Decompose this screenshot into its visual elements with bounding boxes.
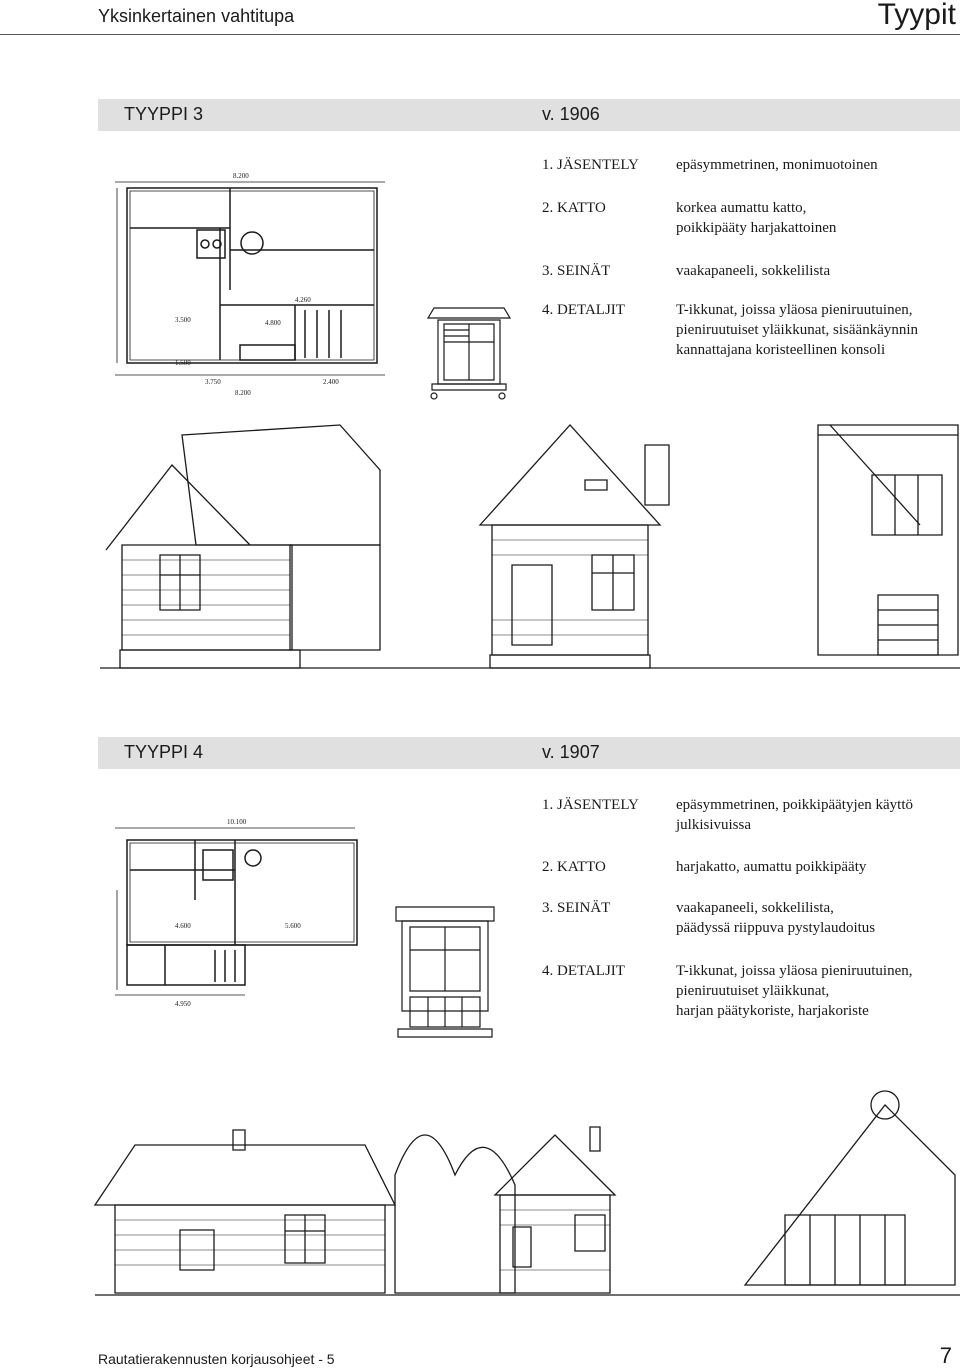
svg-text:8.200: 8.200 [235, 389, 251, 397]
prop-key: 4. DETALJIT [542, 302, 625, 318]
type3-band [98, 99, 960, 131]
prop-key: 4. DETALJIT [542, 963, 625, 979]
type4-floor-plan [105, 810, 375, 1010]
prop-value: epäsymmetrinen, monimuotoinen [676, 157, 878, 173]
svg-text:3.750: 3.750 [205, 378, 221, 386]
prop-key: 1. JÄSENTELY [542, 797, 639, 813]
page-number: 7 [939, 1343, 952, 1368]
prop-key: 2. KATTO [542, 200, 606, 216]
svg-text:5.600: 5.600 [285, 922, 301, 930]
prop-value: vaakapaneeli, sokkelilista [676, 263, 831, 279]
prop-value: T-ikkunat, joissa yläosa pieniruutuinen, pieniruutuiset yläikkunat, sisäänkäynnin kannattajana koristeellinen konsoli [676, 302, 919, 358]
type3-year: v. 1906 [542, 104, 600, 124]
prop-key: 3. SEINÄT [542, 900, 611, 916]
type4-year: v. 1907 [542, 742, 600, 762]
prop-value: harjakatto, aumattu poikkipääty [676, 859, 867, 875]
svg-text:4.600: 4.600 [175, 922, 191, 930]
header-title: Yksinkertainen vahtitupa [98, 6, 295, 26]
type3-elevations [100, 425, 960, 687]
header-section: Tyypit [877, 0, 956, 31]
svg-text:2.400: 2.400 [323, 378, 339, 386]
type4-window-detail [388, 905, 503, 1045]
svg-text:4.260: 4.260 [295, 296, 311, 304]
prop-key: 3. SEINÄT [542, 263, 611, 279]
prop-value: epäsymmetrinen, poikkipäätyjen käyttö julkisivuissa [676, 797, 914, 833]
svg-text:4.950: 4.950 [175, 1000, 191, 1008]
svg-text:10.100: 10.100 [227, 818, 247, 826]
header-rule [0, 34, 960, 35]
type3-name: TYYPPI 3 [124, 104, 204, 124]
prop-value: T-ikkunat, joissa yläosa pieniruutuinen, pieniruutuiset yläikkunat, harjan päätykoriste, harjakoriste [676, 963, 913, 1019]
type4-band [98, 737, 960, 769]
type3-window-detail [420, 300, 520, 402]
footer-publication: Rautatierakennusten korjausohjeet - 5 [98, 1351, 335, 1367]
svg-text:1.500: 1.500 [175, 359, 191, 367]
type4-name: TYYPPI 4 [124, 742, 204, 762]
prop-value: vaakapaneeli, sokkelilista, päädyssä riippuva pystylaudoitus [676, 900, 876, 936]
type3-floor-plan [105, 170, 395, 400]
svg-text:8.200: 8.200 [233, 172, 249, 180]
type4-elevations [95, 1055, 960, 1305]
prop-value: korkea aumattu katto, poikkipääty harjakattoinen [676, 200, 837, 236]
svg-text:3.500: 3.500 [175, 316, 191, 324]
svg-text:4.800: 4.800 [265, 319, 281, 327]
prop-key: 1. JÄSENTELY [542, 157, 639, 173]
prop-key: 2. KATTO [542, 859, 606, 875]
